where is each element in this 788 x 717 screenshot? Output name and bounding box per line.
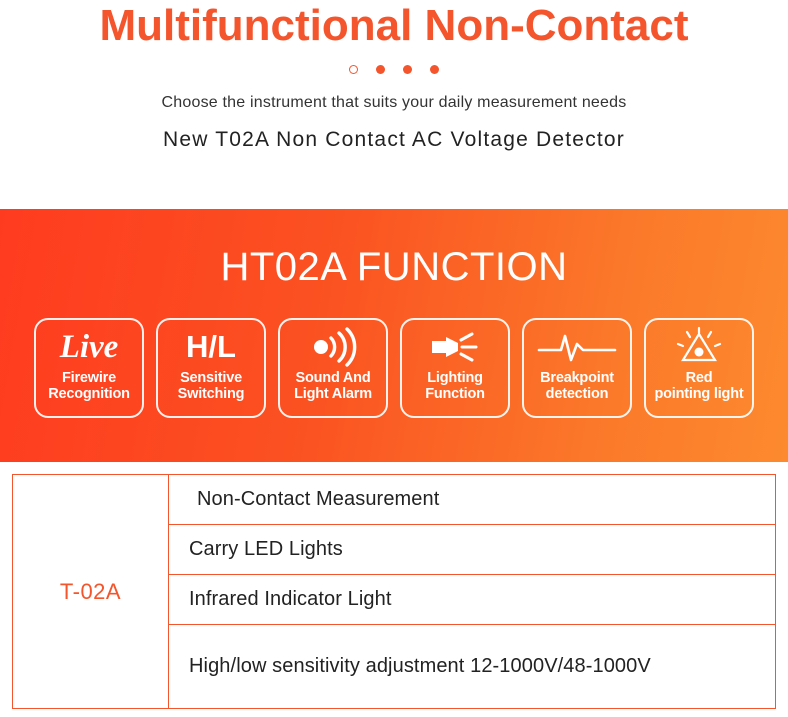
feature-label-line1: Sound And [295,370,371,386]
feature-label-line2: pointing light [654,386,744,402]
feature-card-lighting-function [400,318,510,418]
function-section-title: HT02A FUNCTION [220,245,568,289]
feature-label-line2: Light Alarm [294,386,372,402]
spec-table-section [0,462,788,717]
feature-card-sound-light-alarm [278,318,388,418]
waveform-icon [537,324,617,370]
spec-cell-2: Carry LED Lights [169,525,776,575]
feature-label-line2: Recognition [48,386,130,402]
hero-subtitle-primary: Choose the instrument that suits your daily measurement needs [161,94,627,111]
feature-label-line2: detection [545,386,609,402]
function-section [0,209,788,462]
feature-label-line2: Switching [177,386,245,402]
hero-section [0,0,788,209]
live-text-icon: Live [59,329,119,365]
carousel-dots[interactable] [0,62,788,76]
feature-label-line1: Lighting [427,370,483,386]
feature-label-line1: Sensitive [180,370,242,386]
sound-waves-icon [305,324,361,370]
spec-cell-3: Infrared Indicator Light [169,575,776,625]
carousel-dot-2[interactable] [376,65,385,74]
carousel-dot-3[interactable] [403,65,412,74]
feature-card-sensitive-switching [156,318,266,418]
spec-cell-1: Non-Contact Measurement [169,475,776,525]
feature-label-line1: Firewire [61,370,116,386]
hl-text-icon: H/L [186,329,236,364]
feature-card-list [0,318,788,418]
model-cell: T-02A [13,475,169,709]
carousel-dot-1[interactable] [349,65,358,74]
carousel-dot-4[interactable] [430,65,439,74]
spec-cell-4: High/low sensitivity adjustment 12-1000V/48-1000V [169,625,776,709]
feature-card-breakpoint-detection [522,318,632,418]
spec-table [12,474,776,709]
feature-card-red-pointing-light [644,318,754,418]
table-row [13,475,776,525]
feature-card-firewire-recognition [34,318,144,418]
feature-label-line2: Function [425,386,485,402]
feature-label-line1: Red [685,370,713,386]
feature-label-line1: Breakpoint [540,370,614,386]
flashlight-icon [426,324,484,370]
hero-subtitle-secondary: New T02A Non Contact AC Voltage Detector [162,128,625,151]
page-title: Multifunctional Non-Contact [99,1,689,50]
red-laser-icon [674,324,724,370]
